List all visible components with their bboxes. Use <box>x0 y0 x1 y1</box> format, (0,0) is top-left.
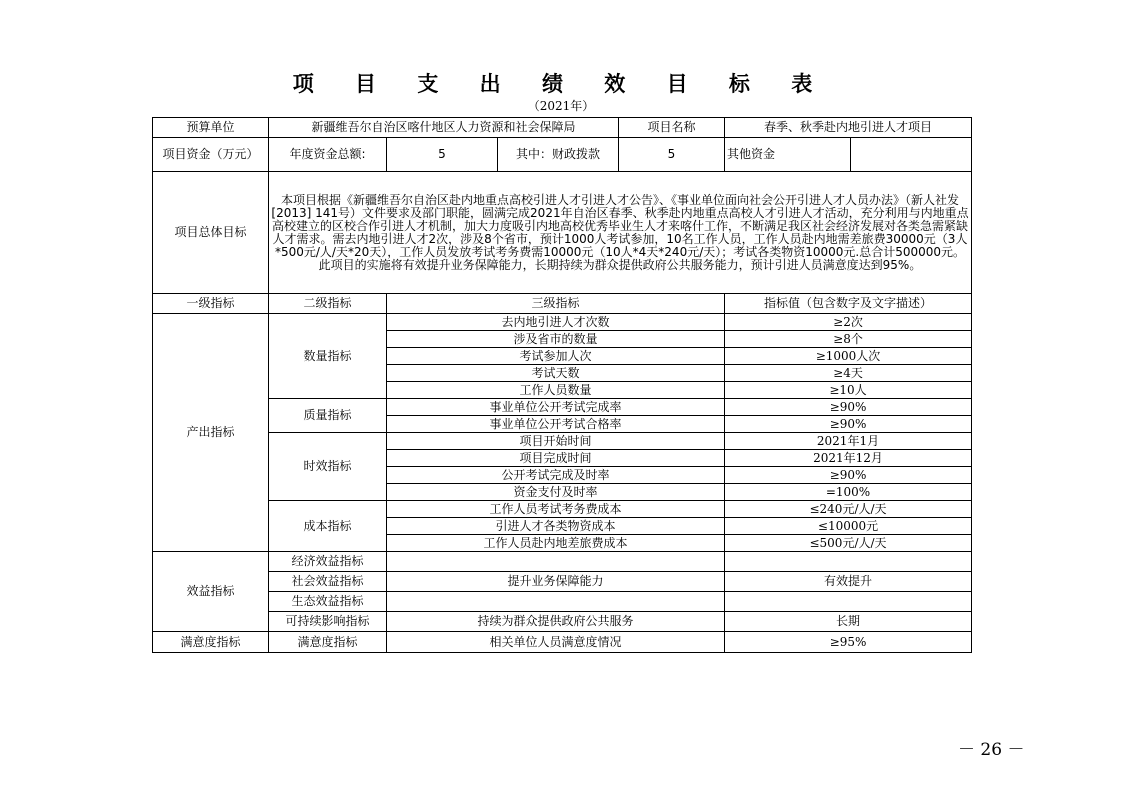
indicator-value: ≥90% <box>725 399 972 416</box>
quality-indicator-label: 质量指标 <box>269 399 387 433</box>
table-row <box>153 612 972 632</box>
indicator-name: 涉及省市的数量 <box>387 331 725 348</box>
table-row <box>153 632 972 653</box>
unit-label: 预算单位 <box>153 118 269 138</box>
benefit-indicator-label: 效益指标 <box>153 552 269 632</box>
col-level2: 二级指标 <box>269 294 387 314</box>
table-row <box>153 399 972 416</box>
col-value: 指标值（包含数字及文字描述） <box>725 294 972 314</box>
indicator-name: 公开考试完成及时率 <box>387 467 725 484</box>
indicator-value: ≤10000元 <box>725 518 972 535</box>
indicator-value: ≥90% <box>725 416 972 433</box>
timeliness-indicator-label: 时效指标 <box>269 433 387 501</box>
funds-label: 项目资金（万元） <box>153 138 269 172</box>
goal-text: 本项目根据《新疆维吾尔自治区赴内地重点高校引进人才引进人才公告》、《事业单位面向社会公开引进人才人员办法》（新人社发[2013] 141号）文件要求及部门职能，圆满完成2021年自治区春季、秋季赴内地重点高校人才引进人才活动，充分利用与内地重点高校建立的区校合作引进人才机制，加大力度吸引内地高校优秀毕业生人才来喀什工作，不断满足我区社会经济发展对各类急需紧缺人才需求。需去内地引进人才2次，涉及8个省市，预计1000人考试参加，10名工作人员，工作人员赴内地需差旅费30000元（3人*500元/人/天*20天），工作人员发放考试考务费需10000元（10人*4天*240元/天）；考试各类物资10000元.总合计500000元。此项目的实施将有效提升业务保障能力，长期持续为群众提供政府公共服务能力，预计引进人员满意度达到95%。 <box>269 172 972 294</box>
social-benefit-label: 社会效益指标 <box>269 572 387 592</box>
indicator-value: 有效提升 <box>725 572 972 592</box>
goal-row <box>153 172 972 294</box>
year-label: （2021年） <box>527 99 595 113</box>
indicator-name: 去内地引进人才次数 <box>387 314 725 331</box>
indicator-value: ≥4天 <box>725 365 972 382</box>
page-title: 项 目 支 出 绩 效 目 标 表 <box>292 71 830 96</box>
indicator-name: 项目完成时间 <box>387 450 725 467</box>
indicator-name: 资金支付及时率 <box>387 484 725 501</box>
indicator-name: 考试天数 <box>387 365 725 382</box>
indicator-name: 事业单位公开考试完成率 <box>387 399 725 416</box>
indicator-value: ≥90% <box>725 467 972 484</box>
indicator-value: ≥8个 <box>725 331 972 348</box>
quantity-indicator-label: 数量指标 <box>269 314 387 399</box>
indicator-name: 项目开始时间 <box>387 433 725 450</box>
indicator-value: ≤240元/人/天 <box>725 501 972 518</box>
funds-row <box>153 138 972 172</box>
project-name-value: 春季、秋季赴内地引进人才项目 <box>725 118 972 138</box>
ecological-benefit-label: 生态效益指标 <box>269 592 387 612</box>
cost-indicator-label: 成本指标 <box>269 501 387 552</box>
output-indicator-label: 产出指标 <box>153 314 269 552</box>
indicator-name <box>387 552 725 572</box>
indicator-name: 持续为群众提供政府公共服务 <box>387 612 725 632</box>
indicator-value: ≥10人 <box>725 382 972 399</box>
indicator-value: 长期 <box>725 612 972 632</box>
table-row <box>153 572 972 592</box>
satisfaction-level2-label: 满意度指标 <box>269 632 387 653</box>
indicator-name: 引进人才各类物资成本 <box>387 518 725 535</box>
table-row <box>153 433 972 450</box>
sustainable-impact-label: 可持续影响指标 <box>269 612 387 632</box>
indicator-name: 工作人员考试考务费成本 <box>387 501 725 518</box>
project-name-label: 项目名称 <box>619 118 725 138</box>
indicator-value: ≥1000人次 <box>725 348 972 365</box>
goal-label: 项目总体目标 <box>153 172 269 294</box>
indicator-value: =100% <box>725 484 972 501</box>
unit-value: 新疆维吾尔自治区喀什地区人力资源和社会保障局 <box>269 118 619 138</box>
indicator-name: 相关单位人员满意度情况 <box>387 632 725 653</box>
indicator-name: 事业单位公开考试合格率 <box>387 416 725 433</box>
performance-table <box>152 117 972 653</box>
economic-benefit-label: 经济效益指标 <box>269 552 387 572</box>
indicator-value: 2021年1月 <box>725 433 972 450</box>
satisfaction-indicator-label: 满意度指标 <box>153 632 269 653</box>
indicator-value: ≥2次 <box>725 314 972 331</box>
other-funds-label: 其他资金 <box>725 138 851 172</box>
indicator-value <box>725 552 972 572</box>
table-row <box>153 552 972 572</box>
table-row <box>153 592 972 612</box>
indicator-name: 工作人员数量 <box>387 382 725 399</box>
header-row <box>153 118 972 138</box>
fiscal-funds-value: 5 <box>619 138 725 172</box>
table-row <box>153 501 972 518</box>
total-funds-label: 年度资金总额: <box>269 138 387 172</box>
fiscal-funds-label: 其中：财政拨款 <box>498 138 619 172</box>
indicator-name: 提升业务保障能力 <box>387 572 725 592</box>
column-header-row <box>153 294 972 314</box>
col-level3: 三级指标 <box>387 294 725 314</box>
table-row <box>153 314 972 331</box>
page-number: － 26 － <box>958 740 1025 760</box>
indicator-value: 2021年12月 <box>725 450 972 467</box>
indicator-value: ≥95% <box>725 632 972 653</box>
indicator-name: 工作人员赴内地差旅费成本 <box>387 535 725 552</box>
indicator-name: 考试参加人次 <box>387 348 725 365</box>
indicator-value <box>725 592 972 612</box>
indicator-name <box>387 592 725 612</box>
total-funds-value: 5 <box>387 138 498 172</box>
col-level1: 一级指标 <box>153 294 269 314</box>
indicator-value: ≤500元/人/天 <box>725 535 972 552</box>
other-funds-value <box>851 138 972 172</box>
